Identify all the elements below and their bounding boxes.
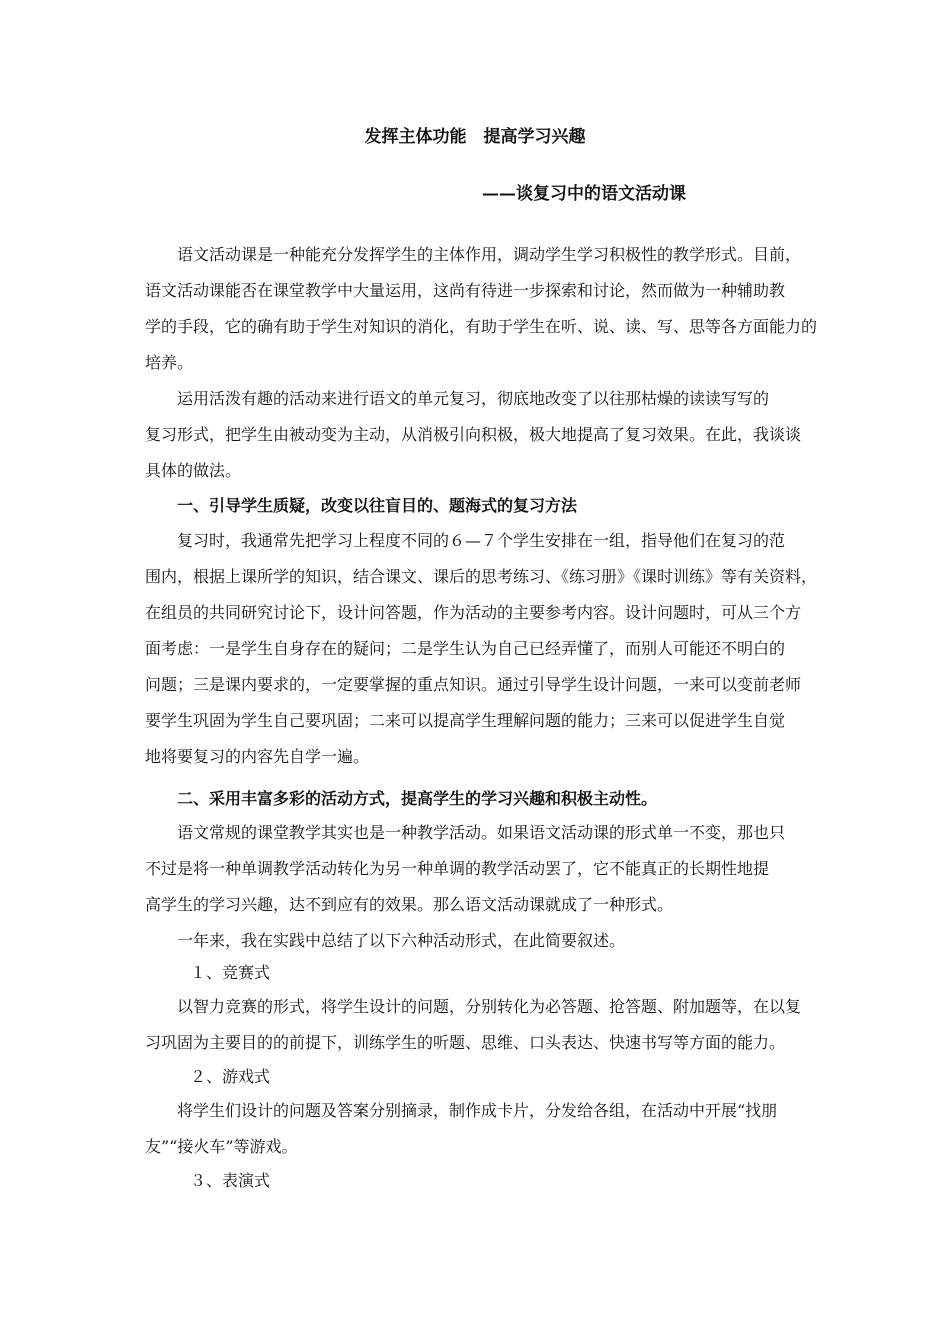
paragraph-line: 友”“接火车”等游戏。	[145, 1137, 298, 1156]
paragraph-line: 习巩固为主要目的的前提下，训练学生的听题、思维、口头表达、快速书写等方面的能力。	[145, 1033, 786, 1052]
document-title: 发挥主体功能 提高学习兴趣	[364, 127, 586, 147]
paragraph-line: 语文活动课是一种能充分发挥学生的主体作用，调动学生学习积极性的教学形式。目前，	[177, 245, 802, 264]
paragraph-line: 复习时，我通常先把学习上程度不同的６—７个学生安排在一组，指导他们在复习的范	[177, 531, 786, 550]
paragraph-line: 运用活泼有趣的活动来进行语文的单元复习，彻底地改变了以往那枯燥的读读写写的	[177, 389, 770, 408]
paragraph-line: 要学生巩固为学生自己要巩固；二来可以提高学生理解问题的能力；三来可以促进学生自觉	[145, 711, 786, 730]
list-item-heading: ３、表演式	[190, 1171, 271, 1190]
paragraph-line: 在组员的共同研究讨论下，设计问答题，作为活动的主要参考内容。设计问题时，可从三个方	[145, 603, 802, 622]
paragraph-line: 具体的做法。	[145, 461, 242, 480]
paragraph-line: 语文活动课能否在课堂教学中大量运用，这尚有待进一步探索和讨论，然而做为一种辅助教	[145, 281, 786, 300]
section-heading-1: 一、引导学生质疑，改变以往盲目的、题海式的复习方法	[177, 496, 578, 515]
paragraph-line: 将学生们设计的问题及答案分别摘录，制作成卡片，分发给各组，在活动中开展“找朋	[177, 1101, 778, 1120]
paragraph-line: 学的手段，它的确有助于学生对知识的消化，有助于学生在听、说、读、写、思等各方面能力的	[145, 317, 818, 336]
list-item-heading: ２、游戏式	[190, 1067, 271, 1086]
paragraph-line: 培养。	[145, 353, 194, 372]
list-item-heading: １、竞赛式	[190, 963, 271, 982]
paragraph-line: 地将要复习的内容先自学一遍。	[145, 747, 370, 766]
paragraph-line: 围内，根据上课所学的知识，结合课文、课后的思考练习、《练习册》《课时训练》等有关资料，	[145, 567, 818, 586]
document-subtitle: ——谈复习中的语文活动课	[482, 184, 686, 204]
paragraph-line: 不过是将一种单调教学活动转化为另一种单调的教学活动罢了，它不能真正的长期性地提	[145, 859, 770, 878]
paragraph-line: 面考虑：一是学生自身存在的疑问；二是学生认为自己已经弄懂了，而别人可能还不明白的	[145, 639, 786, 658]
paragraph-line: 高学生的学习兴趣，达不到应有的效果。那么语文活动课就成了一种形式。	[145, 895, 674, 914]
paragraph-line: 以智力竞赛的形式，将学生设计的问题，分别转化为必答题、抢答题、附加题等，在以复	[177, 997, 802, 1016]
section-heading-2: 二、采用丰富多彩的活动方式，提高学生的学习兴趣和积极主动性。	[177, 789, 658, 808]
paragraph-line: 复习形式，把学生由被动变为主动，从消极引向积极，极大地提高了复习效果。在此，我谈谈	[145, 425, 802, 444]
paragraph-line: 问题；三是课内要求的，一定要掌握的重点知识。通过引导学生设计问题，一来可以变前老师	[145, 675, 802, 694]
paragraph-line: 一年来，我在实践中总结了以下六种活动形式，在此简要叙述。	[177, 931, 626, 950]
paragraph-line: 语文常规的课堂教学其实也是一种教学活动。如果语文活动课的形式单一不变，那也只	[177, 823, 786, 842]
